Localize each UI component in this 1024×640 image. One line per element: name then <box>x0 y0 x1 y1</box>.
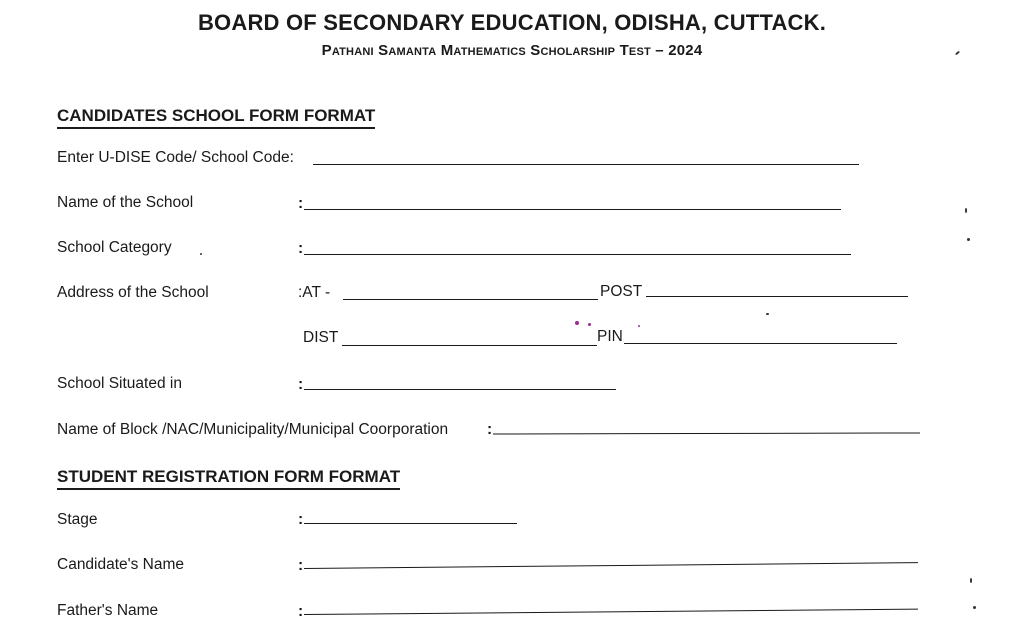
scan-mark <box>200 253 202 255</box>
address-post-field-line[interactable] <box>646 296 908 297</box>
school-situated-label: School Situated in <box>57 375 182 392</box>
address-pin-label: PIN <box>597 328 623 345</box>
father-name-colon: : <box>298 603 304 620</box>
udise-label: Enter U-DISE Code/ School Code: <box>57 149 294 166</box>
scan-mark <box>638 325 640 327</box>
block-label: Name of Block /NAC/Municipality/Municipal Coorporation <box>57 421 449 438</box>
school-name-field-line[interactable] <box>304 209 841 210</box>
scan-mark <box>575 321 579 325</box>
udise-field-line[interactable] <box>313 164 859 165</box>
block-field-line[interactable] <box>493 432 920 434</box>
exam-subtitle: Pathani Samanta Mathematics Scholarship Test – 2024 <box>321 42 703 59</box>
school-category-colon: : <box>298 240 304 257</box>
stage-field-line[interactable] <box>304 523 517 524</box>
school-situated-field-line[interactable] <box>304 389 616 390</box>
address-dist-label: DIST <box>303 329 339 346</box>
stage-colon: : <box>298 511 304 528</box>
scan-mark <box>973 606 976 609</box>
candidate-name-field-line[interactable] <box>304 562 918 569</box>
school-category-field-line[interactable] <box>304 254 851 255</box>
block-colon: : <box>487 421 493 438</box>
candidate-name-colon: : <box>298 557 304 574</box>
candidate-name-label: Candidate's Name <box>57 556 185 573</box>
stage-label: Stage <box>57 511 98 528</box>
board-title: BOARD OF SECONDARY EDUCATION, ODISHA, CUTTACK. <box>197 10 827 35</box>
school-name-label: Name of the School <box>57 194 194 211</box>
student-section-heading: STUDENT REGISTRATION FORM FORMAT <box>57 467 400 490</box>
address-at-field-line[interactable] <box>343 299 598 300</box>
scan-mark <box>588 323 591 326</box>
father-name-field-line[interactable] <box>304 609 918 615</box>
scan-mark <box>967 238 970 241</box>
school-section-heading: CANDIDATES SCHOOL FORM FORMAT <box>57 106 375 129</box>
scan-mark <box>965 208 967 213</box>
scan-mark <box>766 313 769 315</box>
school-name-colon: : <box>298 195 304 212</box>
address-at-label: :AT - <box>298 284 331 301</box>
school-situated-colon: : <box>298 376 304 393</box>
address-label: Address of the School <box>57 284 209 301</box>
address-pin-field-line[interactable] <box>624 343 897 344</box>
school-category-label: School Category <box>57 239 172 256</box>
address-dist-field-line[interactable] <box>342 345 597 346</box>
father-name-label: Father's Name <box>57 602 159 619</box>
address-post-label: POST <box>600 283 643 300</box>
scan-mark <box>970 578 972 583</box>
